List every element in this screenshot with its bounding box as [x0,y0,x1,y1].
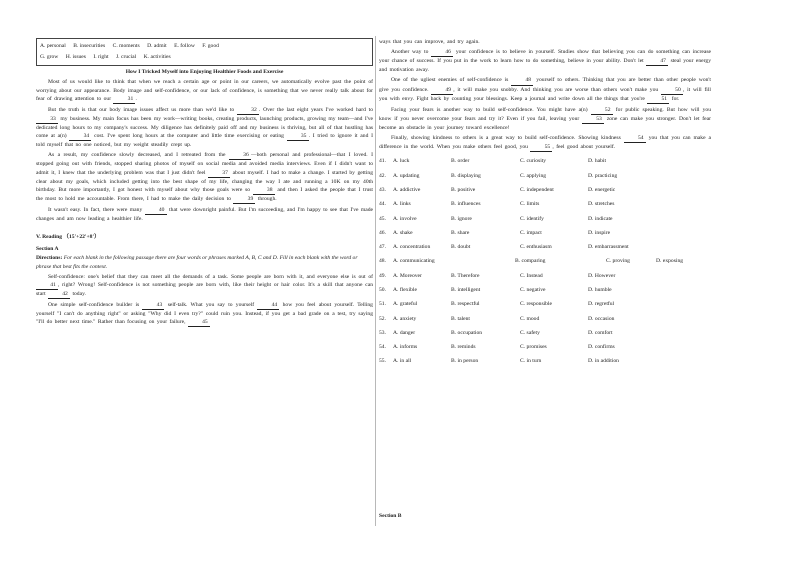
word-option: C. moments [112,43,140,49]
question-number: 52. [379,315,386,322]
option-b[interactable]: B. in person [451,358,479,365]
option-a[interactable]: A. addictive [393,186,421,193]
question-option-row [379,297,711,311]
passage-title: How I Tricked Myself into Enjoying Healthier Foods and Exercise [125,69,284,76]
question-number: 53. [379,329,386,336]
paragraph: Another way to 46 your confidence is to believe in yourself. Studies show that believing you can do something can increase your chance of success. If you put in the work to learn how to do something, believe in your ability. Don't let 47 steal your energy and motivation away. [379,49,711,74]
question-number: 42. [379,172,386,179]
option-b[interactable]: B. comparing [515,258,546,265]
answer-blank[interactable]: 52 [591,106,613,115]
word-option: K. activities [143,54,171,61]
word-option: B. insecurities [73,43,106,49]
paragraph: Finally, showing kindness to others is a great way to build self-confidence. Showing kindness 54 you that you can make a difference in the world. When you make others feel good, you 55 , feel good about yourself. [379,134,711,152]
option-d[interactable]: D. indicate [588,215,613,222]
question-number: 54. [379,344,386,351]
answer-blank[interactable]: 36 [229,151,251,160]
answer-blank[interactable]: 46 [431,48,453,57]
option-d[interactable]: D. embarrassment [588,244,629,251]
answer-blank[interactable]: 55 [530,143,552,152]
option-a[interactable]: A. grateful [393,301,418,308]
answer-blank[interactable]: 41 [36,281,58,290]
option-b[interactable]: B. order [451,158,470,165]
word-option: F. good [202,43,219,49]
option-a[interactable]: A. flexible [393,286,417,293]
word-option: I. right [93,54,109,61]
answer-blank[interactable]: 35 [287,132,309,141]
option-b[interactable]: B. ignore [451,215,472,222]
paragraph: Most of us would like to think that when we reach a certain age or point in our careers, we automatically evolve past the point of worrying about our appearance. Body image and self-confidence, or our lack of confidence, is something that we never really talk about for fear of drawing attention to our 31 . [36,78,373,103]
section-a-heading: Section A [36,246,59,253]
option-c[interactable]: C. mood [520,315,540,322]
answer-blank[interactable]: 42 [48,290,70,299]
word-bank-row-2 [40,52,369,63]
answer-blank[interactable]: 31 [113,95,135,104]
option-a[interactable]: A. communicating [393,258,435,265]
option-c[interactable]: C. curiosity [520,158,547,165]
option-d[interactable]: D. practicing [588,172,618,179]
option-b[interactable]: B. displaying [451,172,481,179]
answer-blank[interactable]: 34 [69,132,91,141]
option-d[interactable]: D. However [588,272,616,279]
question-option-row [379,226,711,240]
word-option: G. grow [40,54,59,61]
option-a[interactable]: A. updating [393,172,420,179]
option-c[interactable]: C. impact [520,229,542,236]
question-number: 47. [379,244,386,251]
paragraph-continued: ways that you can improve, and try again. [379,39,480,45]
option-c[interactable]: C. promises [520,344,547,351]
answer-blank[interactable]: 38 [253,186,275,195]
question-number: 44. [379,201,386,208]
option-c[interactable]: C. applying [520,172,547,179]
answer-blank[interactable]: 44 [257,301,279,310]
option-b[interactable]: B. respectful [451,301,480,308]
question-number: 43. [379,186,386,193]
question-option-row [379,212,711,226]
paragraph: One simple self-confidence builder is 43 self-talk. What you say to yourself 44 how you feel about yourself. Telling yourself "I can't do anything right" or asking "Why did I even try?" could ruin you. Instead, if you get a bad grade on a test, try saying "I'll do better next time." Rather than focusing on your failure, 45 [36,301,373,327]
option-c[interactable]: C. independent [520,186,554,193]
answer-blank[interactable]: 37 [208,169,230,178]
option-c[interactable]: C. responsible [520,301,553,308]
question-number: 45. [379,215,386,222]
question-option-row [379,240,711,254]
question-number: 49. [379,272,386,279]
paragraph: As a result, my confidence slowly decreased, and I retreated from the 36 —both personal and professional—that I loved. I stopped going out with friends, stopped sharing photos of myself on social media and avoided media interviews. Even if I didn't want to admit it, I knew that the underlying problem was that I just didn't feel 37 about myself. I had to make a change. I started by getting clear about my goals, which included getting into the best shape of my life, changing the way I ate and running a 10K on my 40th birthday. But more importantly, I got honest with myself about why those goals were so 38 and then I asked the people that I trust the most to hold me accountable. From there, I had to make the daily decision to 39 through. [36,151,373,204]
question-option-row [379,354,711,368]
answer-blank[interactable]: 47 [646,57,668,66]
question-option-row [379,326,711,340]
question-option-row [379,183,711,197]
question-number: 55. [379,358,386,365]
option-d[interactable]: D. regretful [588,301,615,308]
answer-blank[interactable]: 45 [188,318,210,327]
option-a[interactable]: A. danger [393,329,416,336]
option-a[interactable]: A. luck [393,158,410,165]
column-divider [375,36,376,526]
paragraph: It wasn't easy. In fact, there were many 40 that were downright painful. But I'm succeeding, and I'm happy to see that I've made changes and am now leading a healthier life. [36,207,374,223]
option-d[interactable]: D. inspire [588,229,611,236]
word-option: D. admit [147,43,167,49]
word-option: J. crucial [116,54,137,61]
option-c[interactable]: C. Instead [520,272,543,279]
answer-blank[interactable]: 51 [647,95,669,104]
option-c[interactable]: C. enthusiasm [520,244,552,251]
question-number: 51. [379,301,386,308]
option-d[interactable]: D. occasion [588,315,615,322]
option-b[interactable]: B. positive [451,186,476,193]
option-b[interactable]: B. reminds [451,344,476,351]
option-d[interactable]: D. comfort [588,329,613,336]
option-b[interactable]: B. doubt [451,244,471,251]
answer-blank[interactable]: 54 [624,134,646,143]
question-option-row [379,154,711,168]
answer-blank[interactable]: 53 [582,115,604,124]
answer-options [379,154,711,368]
option-a[interactable]: A. in all [393,358,412,365]
option-a[interactable]: A. Moreover [393,272,422,279]
section-b-heading: Section B [379,513,402,519]
left-column [36,38,373,329]
option-b[interactable]: B. occupation [451,329,483,336]
question-option-row [379,340,711,354]
option-c[interactable]: C. limits [520,201,540,208]
question-option-row [379,269,711,283]
option-c[interactable]: C. negative [520,286,546,293]
answer-blank[interactable]: 39 [233,195,255,204]
question-option-row [379,197,711,211]
option-a[interactable]: A. shake [393,229,413,236]
option-c[interactable]: C. identify [520,215,544,222]
question-option-row [379,283,711,297]
paragraph: One of the ugliest enemies of self-confidence is 48 yourself to others. Thinking that you are better than other people won't give you confidence. 49 , it will make you snobby. And thinking you are worse than others won't make you 50 , it will fill you with envy. Fight back by counting your blessings. Keep a journal and write down all the things that you're 51 for. [379,76,711,103]
word-option: A. personal [40,43,66,49]
right-column [379,38,711,369]
question-option-row [379,254,711,268]
option-b[interactable]: B. Therefore [451,272,480,279]
question-option-row [379,169,711,183]
option-a[interactable]: A. links [393,201,411,208]
directions: Directions: For each blank in the following passage there are four words or phrases marked A, B, C and D. Fill in each blank with the word or phrase that best fits the context. [36,255,358,270]
option-c[interactable]: C. safety [520,329,540,336]
answer-blank[interactable]: 33 [36,115,58,124]
answer-blank[interactable]: 32 [237,106,259,115]
answer-blank[interactable]: 40 [145,206,167,215]
option-b[interactable]: B. influences [451,201,481,208]
question-number: 41. [379,158,386,165]
option-c[interactable]: C. proving [606,258,630,265]
option-c[interactable]: C. in turn [520,358,542,365]
option-a[interactable]: A. involve [393,215,417,222]
reading-heading: V. Reading （15'+22'+8'） [36,234,100,241]
question-option-row [379,312,711,326]
paragraph: Self-confidence: one's belief that they can meet all the demands of a task. Some people are born with it, and everyone else is out of 41 , right? Wrong! Self-confidence is not something people are born with, like their height or hair color. It's a skill that anyone can start 42 today. [36,273,373,299]
word-bank-box [36,38,373,66]
option-b[interactable]: B. intelligent [451,286,481,293]
option-d[interactable]: D. energetic [588,186,616,193]
word-bank-row-1 [40,41,369,52]
answer-blank[interactable]: 48 [511,76,533,85]
option-b[interactable]: B. talent [451,315,470,322]
answer-blank[interactable]: 50 [661,86,683,95]
option-a[interactable]: A. concentration [393,244,431,251]
paragraph: But the truth is that our body image issues affect us more than we'd like to 32 . Over the last eight years I've worked hard to 33 my business. My main focus has been my work—writing books, creating products, launching products, growing my team—and I've dedicated long hours to my company's success. My diligence has definitely paid off and my business is thriving, but all of that hustling has come at a(n) 34 cost. I've spent long hours at the computer and little time exercising or eating 35 . I tried to ignore it and I told myself that no one noticed, but my weight steadily crept up. [36,106,374,149]
answer-blank[interactable]: 43 [142,301,164,310]
option-d[interactable]: D. stretches [588,201,615,208]
question-number: 46. [379,229,386,236]
word-option: E. follow [174,43,195,49]
paragraph: Facing your fears is another way to build self-confidence. You might have a(n) 52 for public speaking. But how will you know if you never overcome your fears and try it? Even if you fail, leaving your 53 zone can make you stronger. Don't let fear become an obstacle in your journey toward excellence! [379,106,711,131]
option-b[interactable]: B. share [451,229,470,236]
option-a[interactable]: A. informs [393,344,418,351]
option-d[interactable]: D. humble [588,286,612,293]
option-a[interactable]: A. anxiety [393,315,417,322]
answer-blank[interactable]: 49 [431,86,453,95]
option-d[interactable]: D. habit [588,158,607,165]
question-number: 50. [379,286,386,293]
option-d[interactable]: D. exposing [656,258,684,265]
option-d[interactable]: D. confirms [588,344,615,351]
word-option: H. issues [65,54,86,61]
option-d[interactable]: D. in addition [588,358,619,365]
question-number: 48. [379,258,386,265]
